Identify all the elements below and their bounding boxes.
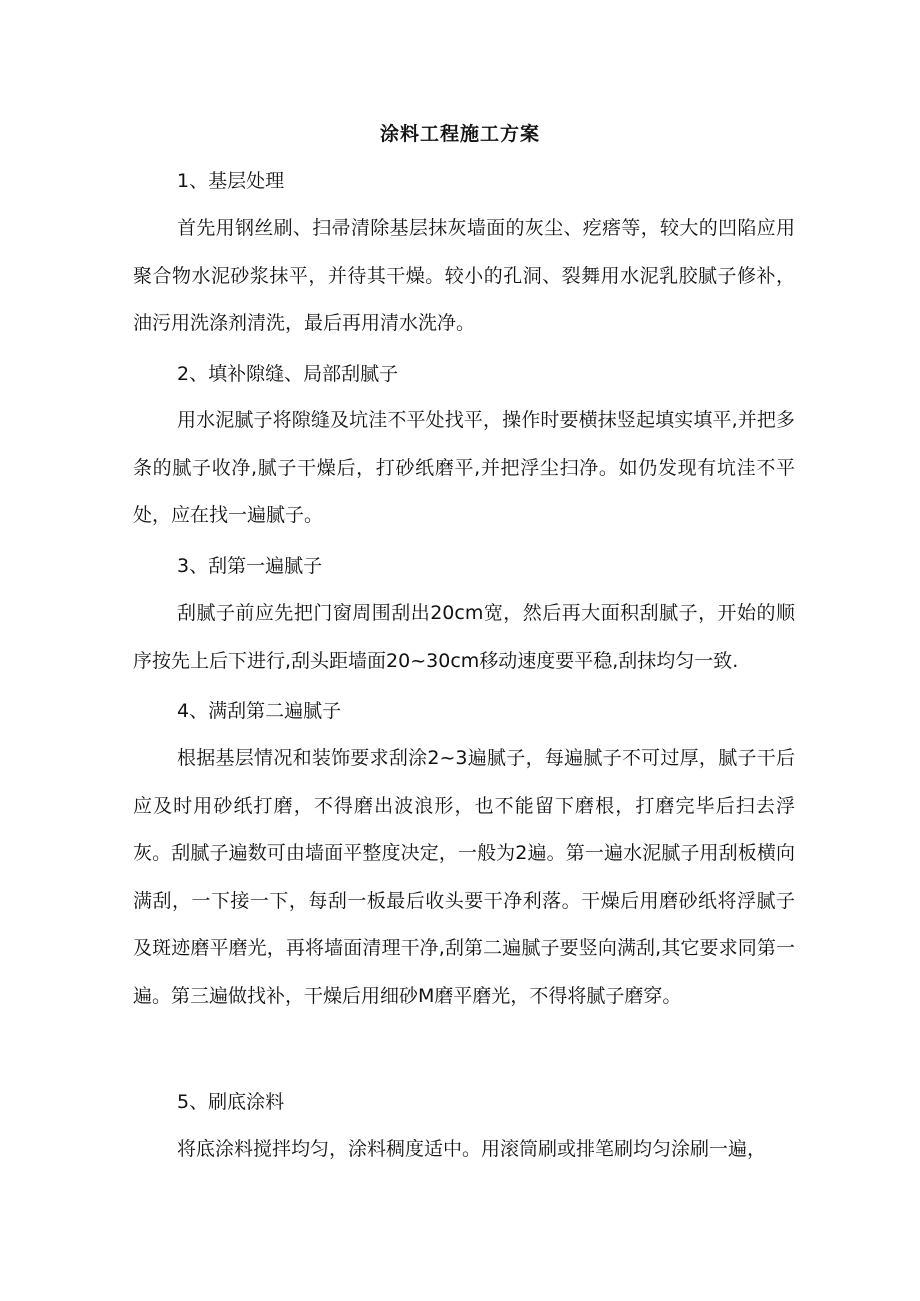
section-heading-4: 4、满刮第二遍腻子 <box>177 700 342 722</box>
section-body-5: 将底涂料搅拌均匀，涂料稠度适中。用滚筒刷或排笔刷均匀涂刷一遍， <box>177 1138 767 1160</box>
section-body-4: 根据基层情况和装饰要求刮涂2~3遍腻子，每遍腻子不可过厚，腻子干后应及时用砂纸打磨，不得磨出波浪形，也不能留下磨根，打磨完毕后扫去浮灰。刮腻子遍数可由墙面平整度决定，一般为2遍。第一遍水泥腻子用刮板横向满刮，一下接一下，每刮一板最后收头要干净利落。干燥后用磨砂纸将浮腻子及斑迹磨平磨光，再将墙面清理干净,刮第二遍腻子要竖向满刮,其它要求同第一遍。第三遍做找补，干燥后用细砂M磨平磨光，不得将腻子磨穿。 <box>133 747 795 1007</box>
document-title: 涂料工程施工方案 <box>379 123 540 145</box>
section-heading-2: 2、填补隙缝、局部刮腻子 <box>177 363 399 385</box>
section-heading-1: 1、基层处理 <box>177 170 285 192</box>
section-body-2: 用水泥腻子将隙缝及坑洼不平处找平，操作时要横抹竖起填实填平,并把多条的腻子收净,腻子干燥后，打砂纸磨平,并把浮尘扫净。如仍发现有坑洼不平处，应在找一遍腻子。 <box>133 409 795 527</box>
section-heading-3: 3、刮第一遍腻子 <box>177 555 323 577</box>
section-body-3: 刮腻子前应先把门窗周围刮出20cm宽，然后再大面积刮腻子，开始的顺序按先上后下进行,刮头距墙面20~30cm移动速度要平稳,刮抹均匀一致. <box>133 602 795 672</box>
section-heading-5: 5、刷底涂料 <box>177 1091 285 1113</box>
section-body-1: 首先用钢丝刷、扫帚清除基层抹灰墙面的灰尘、疙瘩等，较大的凹陷应用聚合物水泥砂浆抹平，并待其干燥。较小的孔洞、裂舞用水泥乳胶腻子修补，油污用洗涤剂清洗，最后再用清水洗净。 <box>133 217 795 335</box>
